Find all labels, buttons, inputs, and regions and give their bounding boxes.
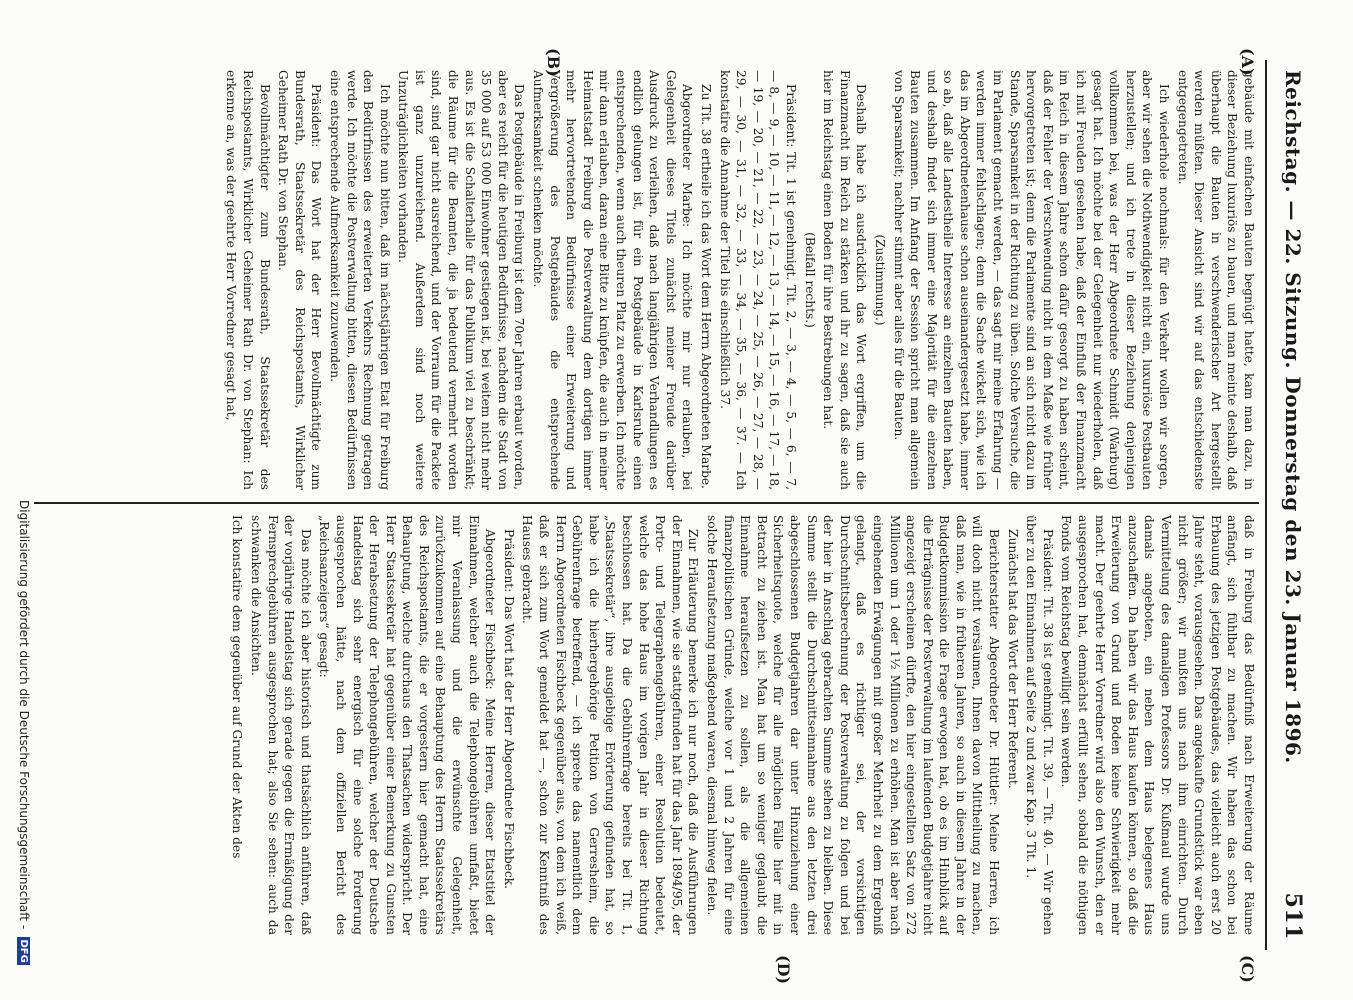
paragraph: daß in Freiburg das Bedürfniß nach Erweiterung der Räume anfängt, sich fühlbar zu machen. Wir haben das schon bei Erbauung des jetzigen Postgebäudes, das vielleicht auch erst 20 Jahre steht, vorausgesehen. Das angekaufte Grundstück war eben nicht größer; wir mußten uns nach ihm einrichten. Durch Vermittelung des damaligen Professors Dr. Kußmaul wurde uns damals angeboten, ein neben dem Haus belegenes Haus anzuschaffen. Da haben wir das Haus kaufen können, so daß die Erweiterung von Grund und Boden keine Schwierigkeit mehr macht. Der geehrte Herr Vorredner wird also den Wunsch, den er ausgesprochen hat, demnächst erfüllt sehen, sobald die nöthigen Fonds vom Reichstag bewilligt sein werden.: [1059, 515, 1256, 935]
page-footer: [17, 500, 31, 965]
paragraph: Deshalb habe ich ausdrücklich das Wort ergriffen, um die Finanzmacht im Reich zu stärken und ihr zu sagen, daß sie auch hier im Reichstag einen Boden für ihre Bestrebungen hat.: [821, 70, 869, 490]
paragraph: Abgeordneter Fischbeck: Meine Herren, dieser Etatstitel der Einnahmen, welcher auch die Telephongebühren umfaßt, bietet mir Veranlassung und die erwünschte Gelegenheit, zurückzukommen auf eine Behauptung des Herrn Staatssekretärs des Reichspostamts, die er vorgestern hier gemacht hat, eine Behauptung, welche durchaus den Thatsachen widerspricht. Der Herr Staatssekretär hat gegenüber einer Bemerkung zu Gunsten der Herabsetzung der Telephongebühren, welcher der Deutsche Handelstag sich sehr energisch für eine solche Forderung ausgesprochen hätte, nach dem offiziellen Bericht des „Reichsanzeigers“ gesagt:: [317, 515, 498, 935]
paragraph: Präsident: Tit. 1 ist genehmigt. Tit. 2, — 3, — 4, — 5, — 6, — 7, — 8, — 9, — 10, — 11, — 12, — 13, — 14, — 15, — 16, — 17, — 18, — 19, — 20, — 21, — 22, — 23, — 24, — 25, — 26, — 27, — 28, — 29, — 30, — 31, — 32, — 33, — 34, — 35, — 36, — 37. — Ich konstatire die Annahme der Titel bis einschließlich 37.: [717, 70, 798, 490]
paragraph: Zur Erläuterung bemerke ich nur noch, daß die Ausführungen der Einnahmen, wie sie stattgefunden hat für das Jahr 1894/95, der Porto- und Telegraphengebühren, einer Resolution bedeutet, welche das hohe Haus im vorigen Jahr in dieser Richtung beschlossen hat. Da die Gebührenfrage bereits bei Tit. 1, „Staatssekretär“, ihre ausgiebige Erörterung gefunden hat, so habe ich die hierhergehörige Petition von Gerresheim, die Gebührenfrage betreffend, — ich spreche das namentlich dem Herrn Abgeordneten Fischbeck gegenüber aus, von dem ich weiß, daß er sich zum Wort gemeldet hat —, schon zur Kenntniß des Hauses gebracht.: [520, 515, 701, 935]
dfg-logo: DFG: [18, 937, 31, 965]
left-text-column: [27, 70, 1257, 490]
footer-credit: Digitalisierung gefördert durch die Deutsche Forschungsgemeinschaft -: [17, 500, 31, 930]
paragraph: Zu Tit. 38 ertheile ich das Wort dem Herrn Abgeordneten Marbe.: [699, 84, 713, 490]
margin-letter-c: (C): [1238, 955, 1257, 983]
page-title: Reichstag. — 22. Sitzung. Donnerstag den 23. Januar 1896.: [1281, 70, 1305, 764]
paragraph: Bevollmächtigter zum Bundesrath, Staatssekretär des Reichspostamts, Wirklicher Geheimer Rath Dr. von Stephan: Ich erkenne an, was der geehrte Herr Vorredner gesagt hat,: [224, 70, 272, 490]
paragraph: Präsident: Das Wort hat der Herr Abgeordnete Fischbeck.: [501, 529, 516, 889]
column-divider: [34, 502, 1259, 504]
margin-letter-d: (D): [774, 955, 793, 985]
paragraph: Abgeordneter Marbe: Ich möchte mir nur erlauben, bei Gelegenheit dieses Titels zunächst meiner Freude darüber Ausdruck zu verleihen, daß nach langjährigen Verhandlungen es endlich gelungen ist, für ein Postgebäude in Karlsruhe einen entsprechenden, wenn auch theuren Platz zu erwerben. Ich möchte mir dann erlauben, daran eine Bitte zu knüpfen, die auch in meiner Heimatstadt Freiburg die Postverwaltung dem dortigen immer mehr hervortretenden Bedürfnisse einer Erweiterung und Vergrößerung des Postgebäudes die entsprechende Aufmerksamkeit schenken möchte.: [531, 70, 695, 490]
paragraph: (Zustimmung.): [872, 234, 887, 326]
paragraph: Ich konstatire dem gegenüber auf Grund der Akten des: [230, 515, 245, 859]
right-text-column: [27, 515, 1257, 935]
page-header: [1273, 70, 1313, 940]
paragraph: gebäude mit einfachen Bauten begnügt hatte, kam man dazu, in dieser Beziehung luxuriös zu bauen, und man meinte deshalb, daß überhaupt die Bauten in verschwenderischer Art hergestellt werden müßten. Dieser Ansicht sind wir auf das entschiedenste entgegengetreten.: [1175, 70, 1256, 490]
paragraph: Das Postgebäude in Freiburg ist dem 70er Jahren erbaut worden, aber es reicht für die heutigen Bedürfnisse, nachdem die Stadt von 35 000 auf 53 000 Einwohner gestiegen ist, bei weitem nicht mehr aus. Es ist die Schalterhalle für das Publikum viel zu beschränkt; die Räume für die Beamten, die ja bedeutend vermehrt worden sind, sind gar nicht ausreichend, und der Vorraum für die Packete ist ganz unzureichend. Außerdem sind noch weitere Unzuträglichkeiten vorhanden.: [396, 70, 527, 490]
paragraph: Präsident: Tit. 38 ist genehmigt. Tit. 39, — Tit. 40. — Wir gehen über zu den Einnahmen auf Seite 2 und zwar Kap. 3 Tit. 1.: [1024, 515, 1055, 935]
paragraph: (Beifall rechts.): [802, 232, 817, 328]
paragraph: Ich wiederhole nochmals: für den Verkehr wollen wir sorgen, aber wir sehen die Nothwendigkeit nicht ein, luxuriöse Postbauten herzustellen; und ich trete in dieser Beziehung denjenigen vollkommen bei, was der Herr Abgeordnete Schmidt (Warburg) gesagt hat. Ich möchte bei der Gelegenheit nur wiederholen, daß ich mit Freuden gesehen habe, daß der Einfluß der Finanzmacht im Reich in diesem Jahre schon dafür gesorgt zu haben scheint, daß der Fehler der Verschwendung nicht in dem Maße wie früher hervorgetreten ist; denn die Parlamente sind an sich nicht dazu im Stande, Sparsamkeit in der Richtung zu üben. Solche Versuche, die im Parlament gemacht werden, — das sagt mir meine Erfahrung — werden immer fehlschlagen; denn die Sache wickelt sich, wie ich das im Abgeordnetenhause schon auseinandergesetzt habe, immer so ab, daß alle Landestheile Interesse an einzelnen Bauten haben, und deshalb findet sich immer eine Majorität für die einzelnen Bauten zusammen. Im Anfang der Session spricht man allgemein von Sparsamkeit; nachher stimmt aber alles für die Bauten.: [891, 70, 1172, 490]
paragraph: Ich möchte nun bitten, daß im nächstjährigen Etat für Freiburg den Bedürfnissen des erweiterten Verkehrs Rechnung getragen werde. Ich möchte die Postverwaltung bitten, diesen Bedürfnissen eine entsprechende Aufmerksamkeit zuzuwenden.: [327, 70, 392, 490]
page-number: 511: [1280, 892, 1306, 940]
margin-letter-b: (B): [544, 48, 563, 77]
paragraph: Zunächst hat das Wort der Herr Referent.: [1005, 529, 1020, 789]
header-rule: [1265, 60, 1267, 950]
margin-letter-a: (A): [1238, 48, 1257, 76]
paragraph: Berichterstatter Abgeordneter Dr. Hüttler: Meine Herren, ich will doch nicht versäumen, Ihnen davon Mittheilung zu machen, daß man, wie in früheren Jahren, so auch in diesem Jahre in der Budgetkommission die Frage erwogen hat, ob es im Hinblick auf die Erträgnisse der Postverwaltung im laufenden Budgetjahre nicht angezeigt erscheinen dürfte, den hier eingestellten Satz von 272 Millionen um 1 oder 1½ Millionen zu erhöhen. Man ist aber nach eingehenden Erwägungen mit großer Mehrheit zu dem Ergebniß gelangt, daß es richtiger sei, der vorsichtigen Durchschnittsberechnung der Postverwaltung zu folgen und bei der hier in Anschlag gebrachten Summe stehen zu bleiben. Diese Summe stellt die Durchschnittseinnahme aus den letzten drei abgeschlossenen Budgetjahren dar unter Hinzuziehung einer Sicherheitsquote, welche für alle möglichen Fälle hier mit in Betracht zu ziehen ist. Man hat um so weniger geglaubt die Einnahme heraufsetzen zu sollen, als die allgemeinen finanzpolitischen Gründe, welche vor 1 und 2 Jahren für eine solche Heraufsetzung maßgebend waren, diesmal hinweg fielen.: [705, 515, 1002, 935]
paragraph: Präsident: Das Wort hat der Herr Bevollmächtigte zum Bundesrath, Staatssekretär des Reichspostamts, Wirklicher Geheimer Rath Dr. von Stephan.: [276, 70, 324, 490]
paragraph: Das möchte ich aber historisch und thatsächlich anführen, daß der vorjährige Handelstag sich gerade gegen die Ermäßigung der Fernsprechgebühren ausgesprochen hat; also Sie sehen: auch da schwanken die Ansichten.: [248, 515, 313, 935]
